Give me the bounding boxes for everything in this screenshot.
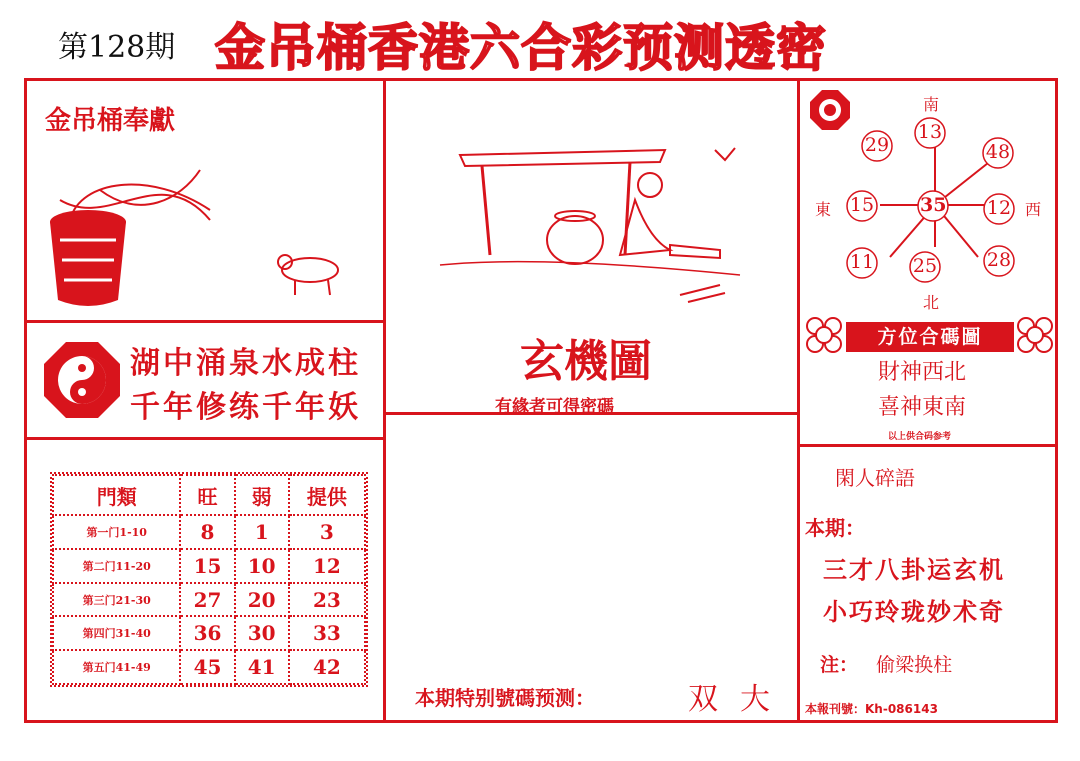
mystery-title: 玄機圖 <box>520 336 652 387</box>
page-title: 金吊桶香港六合彩预测透密 <box>215 19 827 77</box>
cell-provide: 23 <box>289 583 365 617</box>
header-category: 門類 <box>53 475 180 515</box>
header-provide: 提供 <box>289 475 365 515</box>
verse-note <box>820 650 952 677</box>
row-label: 第一门1-10 <box>53 515 180 549</box>
cell-strong: 36 <box>180 616 234 650</box>
row-label: 第五门41-49 <box>53 650 180 684</box>
cell-weak: 20 <box>235 583 289 617</box>
compass-number: 11 <box>849 251 875 273</box>
cell-weak: 41 <box>235 650 289 684</box>
compass-number: 28 <box>986 249 1012 271</box>
note-label: 注： <box>820 654 859 676</box>
cell-weak: 1 <box>235 515 289 549</box>
cell-strong: 45 <box>180 650 234 684</box>
cell-strong: 27 <box>180 583 234 617</box>
row-label: 第四门31-40 <box>53 616 180 650</box>
compass-number: 12 <box>986 197 1012 219</box>
cell-provide: 12 <box>289 549 365 583</box>
compass-number: 15 <box>849 194 875 216</box>
special-prediction-even: 双 <box>688 682 718 717</box>
table-row <box>53 549 365 583</box>
special-prediction-label: 本期特别號碼预测： <box>415 686 595 710</box>
row-label: 第三门21-30 <box>53 583 180 617</box>
row-label: 第二门11-20 <box>53 549 180 583</box>
divider-left <box>383 78 386 723</box>
header-weak: 弱 <box>235 475 289 515</box>
number-table <box>50 472 368 687</box>
verse-line-2: 小巧玲珑妙术奇 <box>823 598 1005 626</box>
joy-god: 喜神東南 <box>878 395 967 420</box>
compass-number: 25 <box>912 255 938 277</box>
table-row <box>53 650 365 684</box>
wealth-god: 財神西北 <box>878 360 967 385</box>
reference-note: 以上供合码参考 <box>888 432 952 442</box>
cell-provide: 42 <box>289 650 365 684</box>
registration-number: 本報刊號：Kh-086143 <box>805 702 938 716</box>
compass-number: 13 <box>917 121 943 143</box>
mystery-picture <box>420 90 770 320</box>
flower-right-icon <box>1014 314 1058 358</box>
compass-number: 48 <box>985 141 1011 163</box>
bucket-illustration <box>40 160 370 310</box>
dog-icon <box>278 255 338 295</box>
special-prediction-big: 大 <box>740 682 770 717</box>
divider-left-2 <box>24 437 385 440</box>
table-row <box>53 616 365 650</box>
poem-line-2: 千年修练千年妖 <box>130 390 361 425</box>
note-text: 偷梁换柱 <box>876 654 953 676</box>
direction-banner: 方位合碼圖 <box>846 322 1014 352</box>
compass-center-number: 35 <box>920 194 947 216</box>
cell-weak: 10 <box>235 549 289 583</box>
sponsor-label: 金吊桶奉獻 <box>45 106 176 136</box>
cell-provide: 3 <box>289 515 365 549</box>
header-strong: 旺 <box>180 475 234 515</box>
verse-line-1: 三才八卦运玄机 <box>823 556 1005 584</box>
compass-east: 東 <box>815 200 832 219</box>
divider-right-1 <box>799 444 1058 447</box>
current-label: 本期： <box>805 516 865 540</box>
flower-left-icon <box>803 314 847 358</box>
table-row <box>53 583 365 617</box>
verse-title: 閑人碎語 <box>835 466 915 490</box>
poem-line-1: 湖中涌泉水成柱 <box>130 346 361 381</box>
compass-number: 29 <box>864 134 890 156</box>
table-header-row <box>53 475 365 515</box>
cell-weak: 30 <box>235 616 289 650</box>
yinyang-badge-icon <box>42 340 122 420</box>
compass-west: 西 <box>1025 200 1042 219</box>
issue-number: 第128期 <box>58 30 176 65</box>
cell-strong: 15 <box>180 549 234 583</box>
table-row <box>53 515 365 549</box>
compass-south: 南 <box>923 95 940 114</box>
divider-left-1 <box>24 320 385 323</box>
cell-provide: 33 <box>289 616 365 650</box>
compass-north: 北 <box>923 293 940 312</box>
mystery-subtitle: 有緣者可得密碼 <box>495 397 614 417</box>
cell-strong: 8 <box>180 515 234 549</box>
